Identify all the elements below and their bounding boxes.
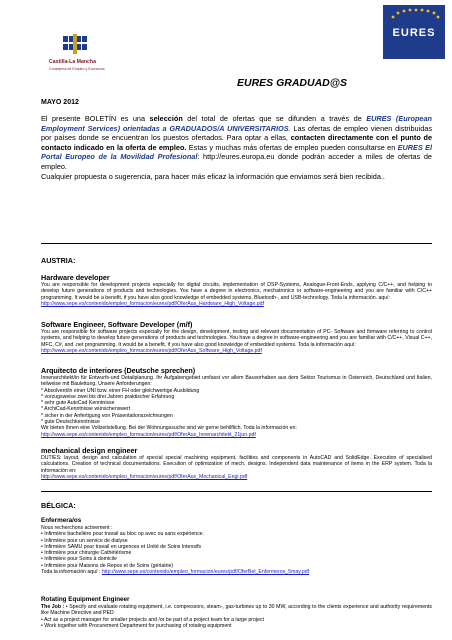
eures-logo — [383, 5, 445, 59]
intro-contact-note: contacten directamente con el punto de contacto indicado en la oferta de empleo. — [41, 133, 433, 152]
job-title: Enfermera/os — [41, 517, 82, 524]
job-line: • Work together with Procurement Department for purchasing of rotating equipment — [41, 622, 232, 629]
requirement-item: * sicher in der Anfertigung von Präsentationszeichnungen — [41, 412, 173, 419]
logo-name: Castilla-La Mancha — [49, 59, 96, 65]
job-title: mechanical design engineer — [41, 446, 138, 455]
job-enfermeros — [41, 517, 432, 575]
requirement-item: * sehr gute AutoCad Kenntnisse — [41, 400, 115, 407]
castilla-la-mancha-logo — [49, 8, 107, 84]
job-link[interactable]: http://www.sepe.es/contenido/empleo_formacion/eures/pdf/OferAus_Innenarchitekt_21jun.pdf — [41, 431, 256, 438]
requirement-item: * vorzugsweise zwei bis drei Jahren praktischer Erfahrung — [41, 393, 175, 400]
job-description: DUTIES: layout, design and calculation of special special machining equipment, facilities and components in AutoCAD and SolidEdge. Execution of specialised calculations. Creation of technical documentations. Execution of optimization of mech. designs. Independent data maintenance of items in the ERP system. Toda la información en: — [41, 455, 432, 474]
job-line: • Act as a project manager for smaller projects and /or be part of a project team for a large project — [41, 616, 264, 623]
bulletin-title: EURES GRADUAD@S — [237, 77, 347, 89]
job-title: Software Engineer, Software Developer (m/f) — [41, 320, 193, 329]
job-closing-text: Wir bieten Ihnen eine Vollzeitstellung. Bei der Wohnungssuche sind wir gerne behilflich. Toda la información en: — [41, 425, 297, 432]
intro-eures-highlight: EURES (European Employment Services) orientadas a GRADUADOS/A UNIVERSITARIOS — [41, 114, 432, 133]
job-title: Hardware developer — [41, 273, 110, 282]
country-heading-belgica: BÉLGICA: — [41, 501, 76, 510]
intro-text: . Las ofertas de empleo vienen distribuidas por países donde se encuentran los puestos ofertados. Para optar a ellas, — [41, 123, 432, 143]
job-line: • Specify and evaluate rotating equipment, i.e. compressors, steam-, gas-turbines up to 30 MW, according to the clients experience and authority requirements like Machine Directive and PED — [41, 604, 433, 617]
job-line: • Infirmière SAMU pour travail en urgences et Unité de Soins Intensifs — [41, 543, 202, 550]
country-heading-austria: AUSTRIA: — [41, 256, 76, 265]
job-description: You are responsible for development projects especially for digital circuits, implementation of DSP-Systems, Analogue-Front-Ends, applying C/C++, and helping to develop future generations of products and technologies. You have a degree in electronics, mechatronics or software-engineering and you are familiar with C/C++ programming. It would be a benefit, if you have also good knowledge of embedded systems, Bluetooth-, and USB-technology. Toda la información. aquí: — [41, 282, 432, 301]
job-link[interactable]: http://www.sepe.es/contenido/empleo_formacion/eures/pdf/OferAus_Software_High_Voltage.pdf — [41, 347, 262, 354]
job-line: • Infirmière pour Soins à domicile — [41, 556, 117, 563]
job-mechanical-design-engineer — [41, 446, 432, 480]
job-arquitecto-interiores — [41, 366, 432, 438]
intro-closing: Cualquier propuesta o sugerencia, para hacer más eficaz la información que enviamos será bien recibida.. — [41, 171, 385, 181]
bulletin-date: MAYO 2012 — [41, 99, 79, 106]
job-title: Arquitecto de interiores (Deutsche sprechen) — [41, 366, 196, 375]
eu-stars-icon — [387, 8, 441, 26]
intro-bold: selección — [149, 114, 183, 123]
job-line: Nous recherchons activement : — [41, 525, 113, 531]
divider — [41, 491, 432, 492]
job-closing-text: Toda la información aquí : — [41, 569, 102, 576]
job-label: The Job : — [41, 604, 65, 610]
job-hardware-developer — [41, 273, 432, 307]
job-line: • Infirmière pour un service de dialyse — [41, 537, 128, 544]
divider — [41, 243, 432, 244]
job-description: Innenarchitekt/in für Entwurfs-und Detailplanung. Ihr Aufgabengebiet umfasst vor allem Bauvorhaben aus dem Sektor Tourismus in Österreich, Deutschland und Italien, teilweise mit Bauleitung. Unsere Anforderungen: — [41, 375, 432, 388]
coat-of-arms-icon — [62, 34, 88, 54]
intro-text: : http://eures.europa.eu donde podrán acceder a miles de ofertas de empleo. — [41, 152, 432, 171]
job-rotating-equipment-engineer — [41, 596, 432, 629]
job-link[interactable]: http://www.sepe.es/contenido/empleo_formacion/eures/pdf/OferAus_Hardware_High_Voltage.pdf — [41, 300, 264, 307]
job-line: • Infirmière pour Maisons de Repos et de Soins (gériatrie) — [41, 562, 174, 569]
intro-text: El presente BOLETÍN es una — [41, 114, 150, 123]
job-line: • Infirmière bachelière pour travail au bloc op avec ou sans expérience. — [41, 531, 205, 538]
job-link[interactable]: http://www.sepe.es/contenido/empleo_formacion/eures/pdf/OferAus_Mechanical_Engi.pdf — [41, 473, 248, 480]
requirement-item: * Absolvent/in einer UNI bzw. einer FH oder gleichwertige Ausbildung — [41, 387, 200, 394]
requirement-item: * gute Deutschkenntnisse — [41, 419, 100, 426]
job-description: You are responsible for software projects especially for the design, development, testing and relevant documentation of PC- Software and firmware referring to control systems, and helping to develop future generations of products and technologies. You have a degree in software-engineering and you are familiar with C/C++, Visual C++, MFC, C#, and .net programming. It would be a benefit, if you have also good knowledge of embedded systems. Toda la información aquí: — [41, 329, 432, 348]
job-title: Rotating Equipment Engineer — [41, 596, 130, 603]
eures-logo-text: EURES — [392, 27, 436, 39]
intro-portal-name: EURES El Portal Europeo de la Movilidad Profesional — [41, 142, 433, 162]
intro-text: Estas y muchas más ofertas de empleo pueden consultarse en — [186, 142, 398, 152]
job-link[interactable]: http://www.sepe.es/contenido/empleo_formacion/eures/pdf/OferBel_Enfermeros_5may.pdf — [101, 569, 310, 576]
intro-paragraph — [41, 114, 432, 181]
job-line: • Infirmière pour chirurgie Cathétérisme — [41, 550, 132, 557]
requirement-item: * ArchiCad-Kenntnisse wünschenswert — [41, 406, 131, 413]
intro-text: del total de ofertas que se difunden a través de — [182, 114, 367, 123]
logo-subtitle: Consejería de Empleo y Economía — [49, 67, 105, 71]
job-software-engineer — [41, 320, 432, 354]
